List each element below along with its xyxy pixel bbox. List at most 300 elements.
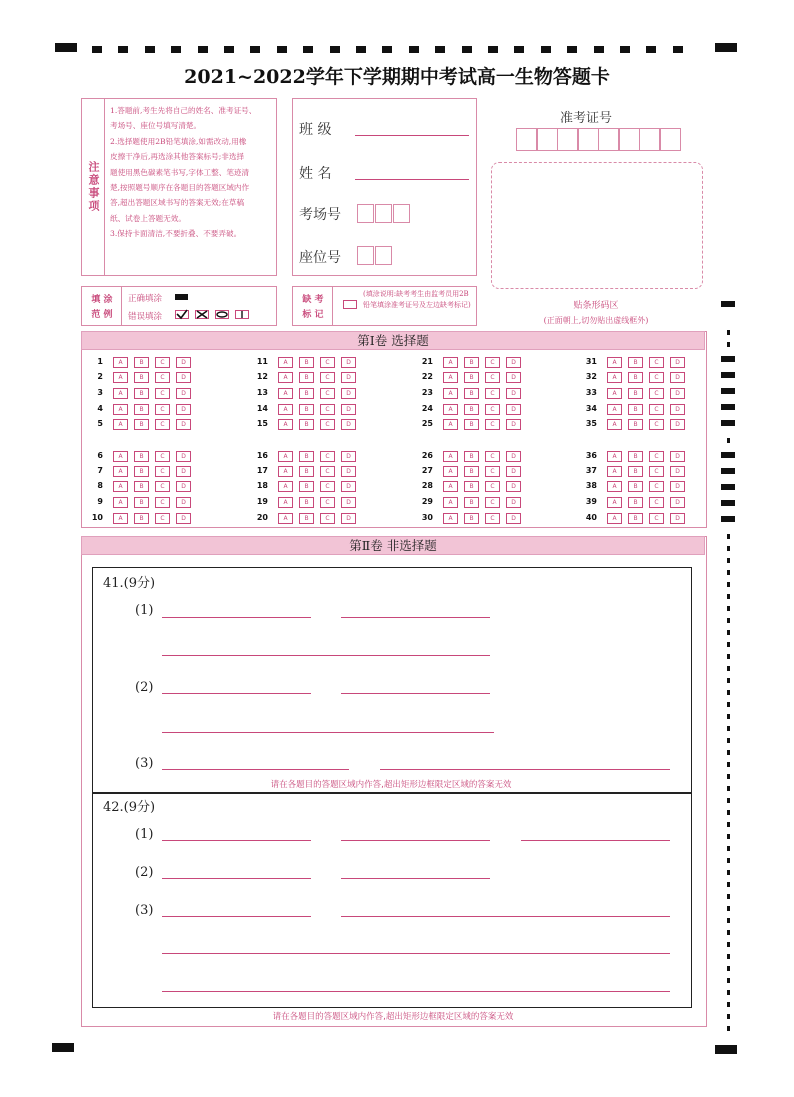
question-number: 25 <box>421 419 433 428</box>
option-bubble-b[interactable]: B <box>628 419 643 430</box>
name-field[interactable] <box>355 179 469 180</box>
option-bubble-c[interactable]: C <box>485 497 500 508</box>
class-label: 班 级 <box>299 122 332 138</box>
option-bubble-a[interactable]: A <box>278 388 293 399</box>
option-bubble-d[interactable]: D <box>341 481 356 492</box>
option-bubble-c[interactable]: C <box>485 388 500 399</box>
option-bubble-c[interactable]: C <box>320 404 335 415</box>
timing-dash <box>727 966 730 971</box>
option-bubble-d[interactable]: D <box>670 388 685 399</box>
timing-mark <box>92 46 102 53</box>
notes-text <box>110 103 274 242</box>
option-bubble-d[interactable]: D <box>341 513 356 524</box>
option-bubble-b[interactable]: B <box>134 372 149 383</box>
q41-warning: 请在各题目的答题区域内作答,超出矩形边框限定区域的答案无效 <box>270 780 512 790</box>
timing-mark <box>721 388 735 394</box>
option-bubble-b[interactable]: B <box>628 404 643 415</box>
exam-id-digit-box[interactable] <box>639 128 660 151</box>
choice-question <box>575 403 705 414</box>
barcode-area <box>491 162 703 289</box>
option-bubble-c[interactable]: C <box>485 481 500 492</box>
question-number: 37 <box>585 466 597 475</box>
q41-sub2-line[interactable] <box>162 693 311 694</box>
option-bubble-c[interactable]: C <box>155 404 170 415</box>
option-bubble-c[interactable]: C <box>649 481 664 492</box>
question-number: 38 <box>585 481 597 490</box>
option-bubble-c[interactable]: C <box>155 388 170 399</box>
option-bubble-d[interactable]: D <box>176 481 191 492</box>
option-bubble-b[interactable]: B <box>134 419 149 430</box>
option-bubble-d[interactable]: D <box>341 419 356 430</box>
question-number: 40 <box>585 513 597 522</box>
option-bubble-b[interactable]: B <box>464 451 479 462</box>
option-bubble-b[interactable]: B <box>464 466 479 477</box>
name-label: 姓 名 <box>299 166 332 182</box>
option-bubble-a[interactable]: A <box>113 451 128 462</box>
room-digit-box[interactable] <box>393 204 410 223</box>
option-bubble-c[interactable]: C <box>320 497 335 508</box>
option-bubble-b[interactable]: B <box>464 419 479 430</box>
option-bubble-b[interactable]: B <box>464 481 479 492</box>
corner-mark-top-left <box>55 43 77 52</box>
timing-mark <box>330 46 340 53</box>
q41-sub1-label: (1) <box>135 603 154 618</box>
option-bubble-c[interactable]: C <box>649 404 664 415</box>
option-bubble-b[interactable]: B <box>134 357 149 368</box>
option-bubble-d[interactable]: D <box>341 497 356 508</box>
timing-mark <box>721 372 735 378</box>
option-bubble-c[interactable]: C <box>320 388 335 399</box>
option-bubble-a[interactable]: A <box>607 357 622 368</box>
question-number: 24 <box>421 404 433 413</box>
option-bubble-a[interactable]: A <box>443 466 458 477</box>
option-bubble-b[interactable]: B <box>299 451 314 462</box>
timing-mark <box>721 452 735 458</box>
option-bubble-d[interactable]: D <box>341 372 356 383</box>
absent-label-1: 缺 考 <box>302 295 324 305</box>
option-bubble-a[interactable]: A <box>443 513 458 524</box>
option-bubble-a[interactable]: A <box>607 497 622 508</box>
option-bubble-c[interactable]: C <box>485 419 500 430</box>
option-bubble-d[interactable]: D <box>341 357 356 368</box>
notes-side-label: 注意事项 <box>82 99 105 275</box>
q42-sub3-line[interactable] <box>162 916 311 917</box>
option-bubble-d[interactable]: D <box>506 497 521 508</box>
choice-question <box>81 450 211 461</box>
option-bubble-a[interactable]: A <box>607 466 622 477</box>
option-bubble-a[interactable]: A <box>113 513 128 524</box>
option-bubble-b[interactable]: B <box>628 372 643 383</box>
option-bubble-c[interactable]: C <box>485 451 500 462</box>
part2-title: 第Ⅱ卷 非选择题 <box>81 536 705 555</box>
q42-sub1-line[interactable] <box>341 840 490 841</box>
choice-question <box>575 387 705 398</box>
absent-mark-box[interactable] <box>343 300 357 309</box>
corner-mark-top-right <box>715 43 737 52</box>
option-bubble-d[interactable]: D <box>506 388 521 399</box>
option-bubble-a[interactable]: A <box>278 419 293 430</box>
barcode-label: 贴条形码区 <box>573 301 619 311</box>
exam-id-digit-box[interactable] <box>516 128 537 151</box>
choice-question <box>81 387 211 398</box>
option-bubble-b[interactable]: B <box>134 513 149 524</box>
timing-mark <box>303 46 313 53</box>
timing-dash <box>727 702 730 707</box>
option-bubble-d[interactable]: D <box>176 451 191 462</box>
question-41-box <box>92 567 692 794</box>
option-bubble-c[interactable]: C <box>155 451 170 462</box>
choice-question <box>411 387 541 398</box>
option-bubble-b[interactable]: B <box>299 388 314 399</box>
choice-question <box>246 512 376 523</box>
option-bubble-c[interactable]: C <box>320 513 335 524</box>
option-bubble-b[interactable]: B <box>628 466 643 477</box>
wrong-fill-marks <box>175 309 255 320</box>
option-bubble-c[interactable]: C <box>649 372 664 383</box>
question-number: 6 <box>97 451 103 460</box>
option-bubble-a[interactable]: A <box>113 497 128 508</box>
part1-title: 第Ⅰ卷 选择题 <box>81 331 705 350</box>
notes-line: 纸、试卷上答题无效。 <box>110 213 186 223</box>
timing-mark <box>409 46 419 53</box>
option-bubble-a[interactable]: A <box>278 466 293 477</box>
option-bubble-a[interactable]: A <box>607 388 622 399</box>
q41-sub1-line[interactable] <box>162 655 490 656</box>
timing-dash <box>727 1026 730 1031</box>
timing-mark <box>382 46 392 53</box>
option-bubble-c[interactable]: C <box>649 451 664 462</box>
timing-dash <box>727 438 730 443</box>
question-number: 28 <box>421 481 433 490</box>
absent-note: (填涂说明:缺考考生由监考员用2B铅笔填涂准考证号及左边缺考标记) <box>363 290 471 309</box>
question-number: 29 <box>421 497 433 506</box>
option-bubble-a[interactable]: A <box>278 404 293 415</box>
option-bubble-a[interactable]: A <box>113 481 128 492</box>
question-number: 16 <box>256 451 268 460</box>
option-bubble-d[interactable]: D <box>670 497 685 508</box>
question-number: 10 <box>91 513 103 522</box>
option-bubble-b[interactable]: B <box>134 404 149 415</box>
timing-mark <box>721 500 735 506</box>
option-bubble-d[interactable]: D <box>341 388 356 399</box>
question-number: 7 <box>97 466 103 475</box>
timing-mark <box>541 46 551 53</box>
option-bubble-d[interactable]: D <box>670 419 685 430</box>
room-digit-box[interactable] <box>375 204 392 223</box>
option-bubble-a[interactable]: A <box>443 451 458 462</box>
choice-question <box>411 403 541 414</box>
option-bubble-d[interactable]: D <box>176 372 191 383</box>
option-bubble-b[interactable]: B <box>299 357 314 368</box>
option-bubble-b[interactable]: B <box>464 404 479 415</box>
option-bubble-d[interactable]: D <box>176 513 191 524</box>
option-bubble-c[interactable]: C <box>485 466 500 477</box>
option-bubble-c[interactable]: C <box>485 357 500 368</box>
option-bubble-d[interactable]: D <box>506 513 521 524</box>
option-bubble-b[interactable]: B <box>299 513 314 524</box>
option-bubble-c[interactable]: C <box>649 466 664 477</box>
timing-dash <box>727 750 730 755</box>
q41-sub2-line[interactable] <box>341 693 490 694</box>
timing-mark <box>514 46 524 53</box>
q41-sub3-line[interactable] <box>162 769 349 770</box>
option-bubble-d[interactable]: D <box>506 404 521 415</box>
option-bubble-b[interactable]: B <box>628 481 643 492</box>
q41-sub1-line[interactable] <box>341 617 490 618</box>
exam-id-label: 准考证号 <box>560 111 613 126</box>
option-bubble-d[interactable]: D <box>176 419 191 430</box>
option-bubble-a[interactable]: A <box>443 388 458 399</box>
option-bubble-c[interactable]: C <box>320 481 335 492</box>
q42-sub3-line[interactable] <box>341 916 670 917</box>
choice-question <box>575 356 705 367</box>
option-bubble-c[interactable]: C <box>155 513 170 524</box>
option-bubble-a[interactable]: A <box>607 419 622 430</box>
option-bubble-b[interactable]: B <box>134 451 149 462</box>
option-bubble-c[interactable]: C <box>649 419 664 430</box>
option-bubble-b[interactable]: B <box>134 388 149 399</box>
q42-sub3-line[interactable] <box>162 953 670 954</box>
choice-question <box>81 371 211 382</box>
question-number: 34 <box>585 404 597 413</box>
choice-question <box>81 512 211 523</box>
option-bubble-c[interactable]: C <box>320 451 335 462</box>
choice-question <box>246 480 376 491</box>
option-bubble-b[interactable]: B <box>134 466 149 477</box>
timing-dash <box>727 546 730 551</box>
option-bubble-c[interactable]: C <box>155 372 170 383</box>
q42-warning: 请在各题目的答题区域内作答,超出矩形边框限定区域的答案无效 <box>272 1012 514 1022</box>
option-bubble-d[interactable]: D <box>670 481 685 492</box>
option-bubble-c[interactable]: C <box>155 419 170 430</box>
option-bubble-b[interactable]: B <box>628 513 643 524</box>
q42-sub3-line[interactable] <box>162 991 670 992</box>
option-bubble-d[interactable]: D <box>341 451 356 462</box>
fill-example-label-1: 填 涂 <box>91 295 113 305</box>
option-bubble-d[interactable]: D <box>506 357 521 368</box>
option-bubble-c[interactable]: C <box>320 372 335 383</box>
option-bubble-b[interactable]: B <box>628 357 643 368</box>
option-bubble-c[interactable]: C <box>155 497 170 508</box>
option-bubble-c[interactable]: C <box>485 372 500 383</box>
timing-mark <box>356 46 366 53</box>
timing-dash <box>727 762 730 767</box>
notes-line: 答,超出答题区域书写的答案无效;在草稿 <box>110 198 245 208</box>
option-bubble-d[interactable]: D <box>670 466 685 477</box>
question-number: 20 <box>256 513 268 522</box>
timing-dash <box>727 990 730 995</box>
q42-sub2-line[interactable] <box>341 878 490 879</box>
option-bubble-c[interactable]: C <box>649 497 664 508</box>
option-bubble-a[interactable]: A <box>607 372 622 383</box>
option-bubble-a[interactable]: A <box>607 404 622 415</box>
option-bubble-b[interactable]: B <box>299 466 314 477</box>
option-bubble-c[interactable]: C <box>649 357 664 368</box>
option-bubble-d[interactable]: D <box>506 481 521 492</box>
timing-dash <box>727 582 730 587</box>
option-bubble-d[interactable]: D <box>176 497 191 508</box>
option-bubble-a[interactable]: A <box>443 481 458 492</box>
option-bubble-b[interactable]: B <box>299 497 314 508</box>
option-bubble-a[interactable]: A <box>443 404 458 415</box>
option-bubble-b[interactable]: B <box>134 481 149 492</box>
timing-mark <box>721 484 735 490</box>
question-number: 12 <box>256 372 268 381</box>
question-number: 14 <box>256 404 268 413</box>
choice-question <box>246 403 376 414</box>
choice-question <box>411 496 541 507</box>
barcode-sublabel: (正面朝上,切勿贴出虚线框外) <box>543 316 649 325</box>
timing-mark <box>567 46 577 53</box>
option-bubble-c[interactable]: C <box>485 513 500 524</box>
option-bubble-b[interactable]: B <box>464 357 479 368</box>
option-bubble-a[interactable]: A <box>607 451 622 462</box>
choice-question <box>81 356 211 367</box>
option-bubble-b[interactable]: B <box>464 513 479 524</box>
option-bubble-d[interactable]: D <box>670 357 685 368</box>
option-bubble-d[interactable]: D <box>506 466 521 477</box>
option-bubble-a[interactable]: A <box>443 419 458 430</box>
timing-dash <box>727 870 730 875</box>
timing-dash <box>727 978 730 983</box>
option-bubble-a[interactable]: A <box>113 419 128 430</box>
q42-sub3-label: (3) <box>135 903 154 918</box>
absent-box <box>292 286 477 326</box>
option-bubble-b[interactable]: B <box>299 372 314 383</box>
option-bubble-d[interactable]: D <box>506 372 521 383</box>
option-bubble-a[interactable]: A <box>278 372 293 383</box>
option-bubble-a[interactable]: A <box>113 404 128 415</box>
option-bubble-a[interactable]: A <box>113 388 128 399</box>
option-bubble-a[interactable]: A <box>607 513 622 524</box>
exam-id-digit-box[interactable] <box>557 128 578 151</box>
option-bubble-b[interactable]: B <box>464 497 479 508</box>
seat-digit-box[interactable] <box>375 246 392 265</box>
option-bubble-c[interactable]: C <box>155 481 170 492</box>
option-bubble-c[interactable]: C <box>649 513 664 524</box>
exam-id-digit-box[interactable] <box>598 128 619 151</box>
exam-id-digit-box[interactable] <box>578 128 599 151</box>
exam-id-digit-box[interactable] <box>619 128 640 151</box>
question-number: 36 <box>585 451 597 460</box>
question-number: 18 <box>256 481 268 490</box>
timing-dash <box>727 954 730 959</box>
option-bubble-b[interactable]: B <box>299 481 314 492</box>
option-bubble-c[interactable]: C <box>155 466 170 477</box>
option-bubble-a[interactable]: A <box>278 481 293 492</box>
seat-label: 座位号 <box>299 250 341 266</box>
exam-id-digit-box[interactable] <box>537 128 558 151</box>
choice-question <box>575 465 705 476</box>
option-bubble-a[interactable]: A <box>278 497 293 508</box>
option-bubble-a[interactable]: A <box>278 357 293 368</box>
option-bubble-a[interactable]: A <box>278 513 293 524</box>
timing-mark <box>250 46 260 53</box>
choice-question <box>246 450 376 461</box>
timing-dash <box>727 570 730 575</box>
option-bubble-b[interactable]: B <box>299 419 314 430</box>
option-bubble-b[interactable]: B <box>628 451 643 462</box>
choice-question <box>575 496 705 507</box>
option-bubble-a[interactable]: A <box>113 466 128 477</box>
option-bubble-a[interactable]: A <box>443 357 458 368</box>
timing-dash <box>727 678 730 683</box>
option-bubble-b[interactable]: B <box>134 497 149 508</box>
timing-mark <box>145 46 155 53</box>
option-bubble-d[interactable]: D <box>506 451 521 462</box>
absent-label-2: 标 记 <box>302 310 324 320</box>
option-bubble-d[interactable]: D <box>670 372 685 383</box>
option-bubble-c[interactable]: C <box>649 388 664 399</box>
exam-id-digit-box[interactable] <box>660 128 681 151</box>
q41-sub3-line[interactable] <box>380 769 670 770</box>
option-bubble-b[interactable]: B <box>628 388 643 399</box>
choice-question <box>411 356 541 367</box>
option-bubble-c[interactable]: C <box>485 404 500 415</box>
seat-digit-box[interactable] <box>357 246 374 265</box>
q42-sub1-line[interactable] <box>162 840 311 841</box>
option-bubble-a[interactable]: A <box>113 357 128 368</box>
question-number: 26 <box>421 451 433 460</box>
timing-dash <box>727 342 730 347</box>
q41-sub2-line[interactable] <box>162 732 494 733</box>
question-number: 27 <box>421 466 433 475</box>
option-bubble-d[interactable]: D <box>506 419 521 430</box>
question-number: 35 <box>585 419 597 428</box>
option-bubble-b[interactable]: B <box>628 497 643 508</box>
option-bubble-a[interactable]: A <box>443 497 458 508</box>
question-number: 8 <box>97 481 103 490</box>
option-bubble-d[interactable]: D <box>670 513 685 524</box>
option-bubble-d[interactable]: D <box>176 388 191 399</box>
option-bubble-d[interactable]: D <box>670 451 685 462</box>
q42-sub2-line[interactable] <box>162 878 311 879</box>
option-bubble-d[interactable]: D <box>176 404 191 415</box>
option-bubble-d[interactable]: D <box>341 404 356 415</box>
class-field[interactable] <box>355 135 469 136</box>
notes-box <box>81 98 277 276</box>
option-bubble-a[interactable]: A <box>113 372 128 383</box>
option-bubble-d[interactable]: D <box>341 466 356 477</box>
option-bubble-b[interactable]: B <box>464 372 479 383</box>
timing-dash <box>727 534 730 539</box>
correct-fill-label: 正确填涂 <box>128 294 163 304</box>
option-bubble-c[interactable]: C <box>155 357 170 368</box>
option-bubble-d[interactable]: D <box>176 466 191 477</box>
option-bubble-d[interactable]: D <box>670 404 685 415</box>
timing-dash <box>727 558 730 563</box>
timing-mark <box>462 46 472 53</box>
choice-question <box>81 480 211 491</box>
q41-sub1-line[interactable] <box>162 617 311 618</box>
option-bubble-a[interactable]: A <box>278 451 293 462</box>
option-bubble-d[interactable]: D <box>176 357 191 368</box>
room-digit-box[interactable] <box>357 204 374 223</box>
choice-question <box>246 371 376 382</box>
option-bubble-c[interactable]: C <box>320 357 335 368</box>
q42-sub1-line[interactable] <box>521 840 670 841</box>
option-bubble-b[interactable]: B <box>299 404 314 415</box>
option-bubble-c[interactable]: C <box>320 466 335 477</box>
option-bubble-a[interactable]: A <box>443 372 458 383</box>
question-number: 17 <box>256 466 268 475</box>
option-bubble-c[interactable]: C <box>320 419 335 430</box>
q42-sub2-label: (2) <box>135 865 154 880</box>
option-bubble-b[interactable]: B <box>464 388 479 399</box>
option-bubble-a[interactable]: A <box>607 481 622 492</box>
choice-question <box>575 450 705 461</box>
choice-question <box>575 418 705 429</box>
